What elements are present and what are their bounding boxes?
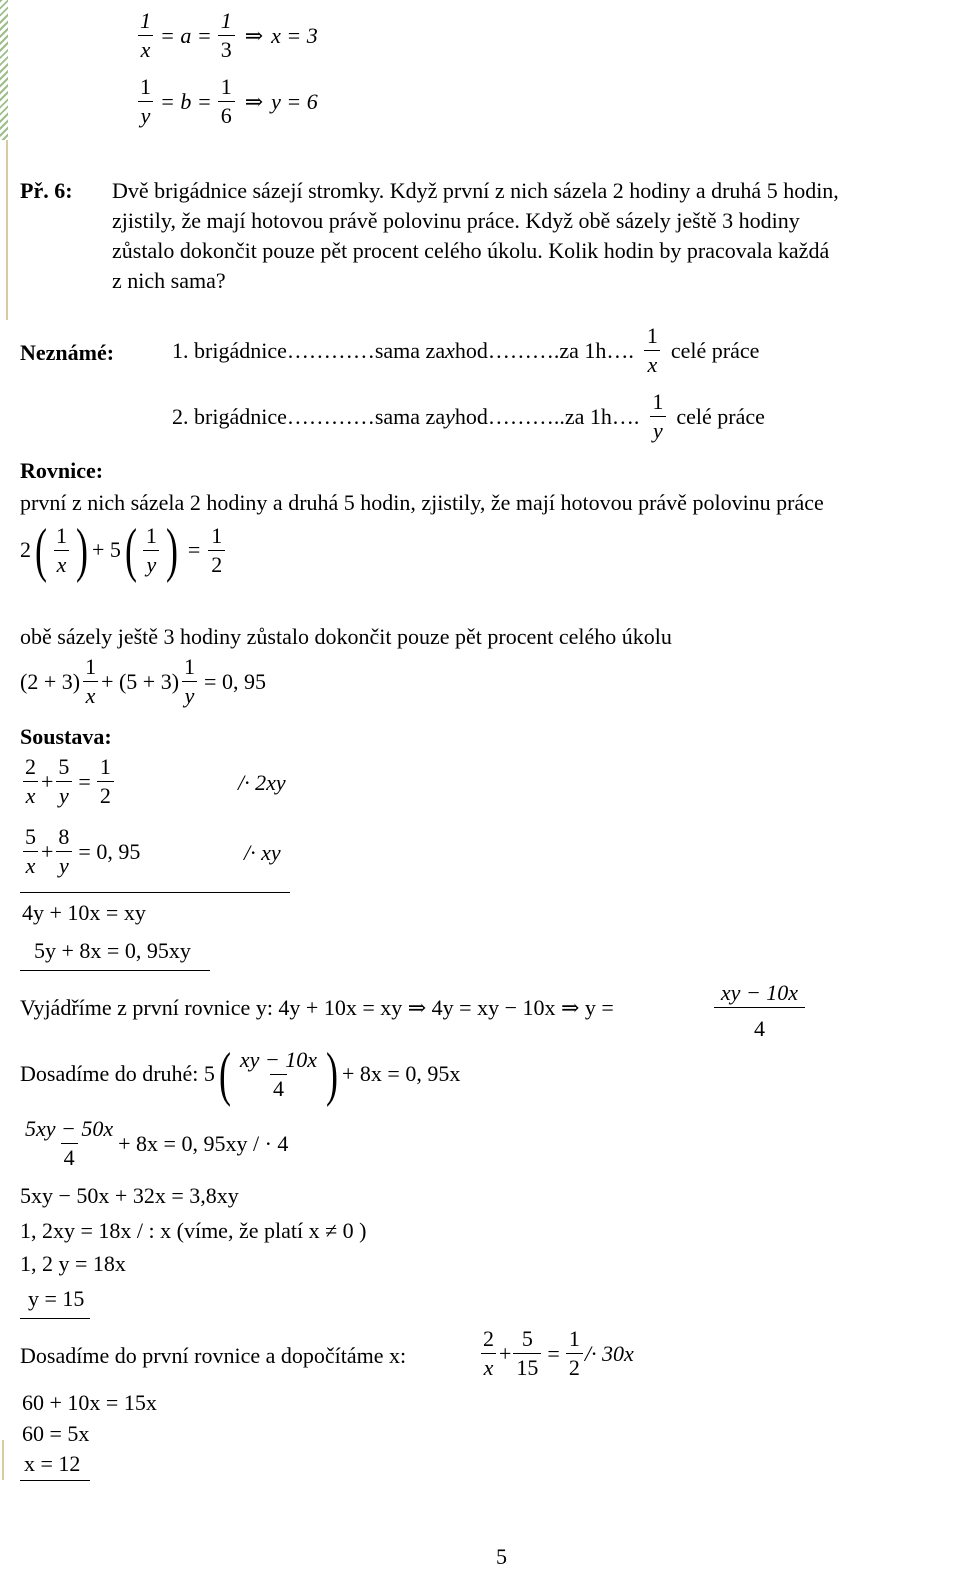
fraction: $\frac{2}{x}$	[22, 756, 39, 807]
fraction: $\frac{1}{y}$	[649, 391, 666, 442]
unknown-row-1: 1. brigádnice…………sama za x hod……….za 1h…. $\frac{1}{x}$ celé práce	[172, 323, 760, 377]
express-fraction	[712, 982, 807, 1040]
express-line: Vyjádříme z první rovnice y: 4y + 10x = xy ⇒ 4y = xy − 10x ⇒ y =	[20, 995, 614, 1020]
system-op-1: /· 2xy	[238, 770, 286, 795]
solve-line-4: 1, 2 y = 18x	[20, 1251, 126, 1276]
fraction: $\frac{1}{y}$	[143, 525, 160, 576]
final-line-1: 60 + 10x = 15x	[22, 1390, 157, 1415]
fraction: $\frac{xy - 10x}{4}$	[714, 982, 805, 1040]
fraction: $\frac{1}{y}$	[181, 656, 198, 707]
divider-line	[20, 970, 210, 971]
fraction: $\frac{1}{x}$	[644, 325, 661, 376]
final-line-2: 60 = 5x	[22, 1421, 90, 1446]
problem-line-2: zjistily, že mají hotovou právě polovinu práce. Když obě sázely ještě 3 hodiny	[112, 208, 800, 233]
solve-line-1: $\frac{5xy - 50x}{4}$ + 8x = 0, 95xy / · 4	[20, 1118, 288, 1169]
fraction: $\frac{xy - 10x}{4}$	[239, 1046, 318, 1101]
solve-line-5: y = 15	[28, 1286, 85, 1311]
solve-line-3: 1, 2xy = 18x / : x (víme, že platí x ≠ 0 )	[20, 1218, 367, 1243]
unknown-row-2: 2. brigádnice…………sama za y hod………..za 1h…. $\frac{1}{y}$ celé práce	[172, 389, 765, 443]
system-label: Soustava:	[20, 724, 112, 749]
system-result-1: 4y + 10x = xy	[22, 900, 146, 925]
margin-rule-lower	[2, 1440, 4, 1480]
margin-decoration	[0, 0, 8, 140]
divider-line	[20, 1318, 90, 1319]
page-number: 5	[496, 1544, 507, 1569]
fraction: $\frac{5xy - 50x}{4}$	[25, 1116, 114, 1170]
back-substitution-label: Dosadíme do první rovnice a dopočítáme x:	[20, 1343, 407, 1368]
equations-line-1: první z nich sázela 2 hodiny a druhá 5 hodin, zjistily, že mají hotovou právě polovinu práce	[20, 490, 824, 515]
divider-line	[20, 892, 290, 893]
fraction: $\frac{5}{15}$	[513, 1328, 541, 1379]
equation-a: 2 ( $\frac{1}{x}$ ) + 5 ( $\frac{1}{y}$ ) = $\frac{1}{2}$	[20, 520, 227, 580]
back-substitution-eq: $\frac{2}{x}$ + $\frac{5}{15}$ = $\frac{1}{2}$ /· 30x	[478, 1328, 634, 1379]
problem-line-4: z nich sama?	[112, 268, 226, 293]
fraction: $\frac{2}{x}$	[480, 1328, 497, 1379]
unknowns-label: Neznámé:	[20, 340, 115, 365]
system-eq-2: $\frac{5}{x}$ + $\frac{8}{y}$ = 0, 95	[20, 826, 140, 877]
equation-b: (2 + 3) $\frac{1}{x}$ + (5 + 3) $\frac{1}{y}$ = 0, 95	[20, 654, 266, 708]
system-eq-1: $\frac{2}{x}$ + $\frac{5}{y}$ = $\frac{1}{2}$	[20, 756, 116, 807]
problem-line-1: Dvě brigádnice sázejí stromky. Když první z nich sázela 2 hodiny a druhá 5 hodin,	[112, 178, 839, 203]
fraction: $\frac{5}{x}$	[22, 826, 39, 877]
fraction: $\frac{1}{x}$	[137, 10, 154, 61]
fraction: $\frac{5}{y}$	[55, 756, 72, 807]
fraction: $\frac{1}{2}$	[208, 525, 225, 576]
substitution-line: Dosadíme do druhé: 5 ( $\frac{xy - 10x}{4}$ ) + 8x = 0, 95x	[20, 1041, 461, 1107]
final-line-3: x = 12	[24, 1451, 81, 1476]
system-result-2: 5y + 8x = 0, 95xy	[34, 938, 191, 963]
top-equation-b: $\frac{1}{y}$ = b = $\frac{1}{6}$ ⇒ y = 6	[135, 76, 318, 127]
fraction: $\frac{1}{2}$	[97, 756, 114, 807]
system-op-2: /· xy	[244, 840, 281, 865]
fraction: $\frac{1}{6}$	[218, 76, 235, 127]
fraction: $\frac{1}{3}$	[218, 10, 235, 61]
fraction: $\frac{8}{y}$	[55, 826, 72, 877]
problem-line-3: zůstalo dokončit pouze pět procent celého úkolu. Kolik hodin by pracovala každá	[112, 238, 830, 263]
equations-label: Rovnice:	[20, 458, 104, 483]
fraction: $\frac{1}{y}$	[137, 76, 154, 127]
solve-line-2: 5xy − 50x + 32x = 3,8xy	[20, 1183, 239, 1208]
top-equation-a: $\frac{1}{x}$ = a = $\frac{1}{3}$ ⇒ x = 3	[135, 10, 318, 61]
divider-line	[20, 1480, 90, 1481]
problem-label: Př. 6:	[20, 178, 73, 203]
margin-rule	[6, 140, 8, 320]
fraction: $\frac{1}{x}$	[53, 525, 70, 576]
equations-line-2: obě sázely ještě 3 hodiny zůstalo dokončit pouze pět procent celého úkolu	[20, 624, 672, 649]
fraction: $\frac{1}{x}$	[82, 656, 99, 707]
fraction: $\frac{1}{2}$	[566, 1328, 583, 1379]
